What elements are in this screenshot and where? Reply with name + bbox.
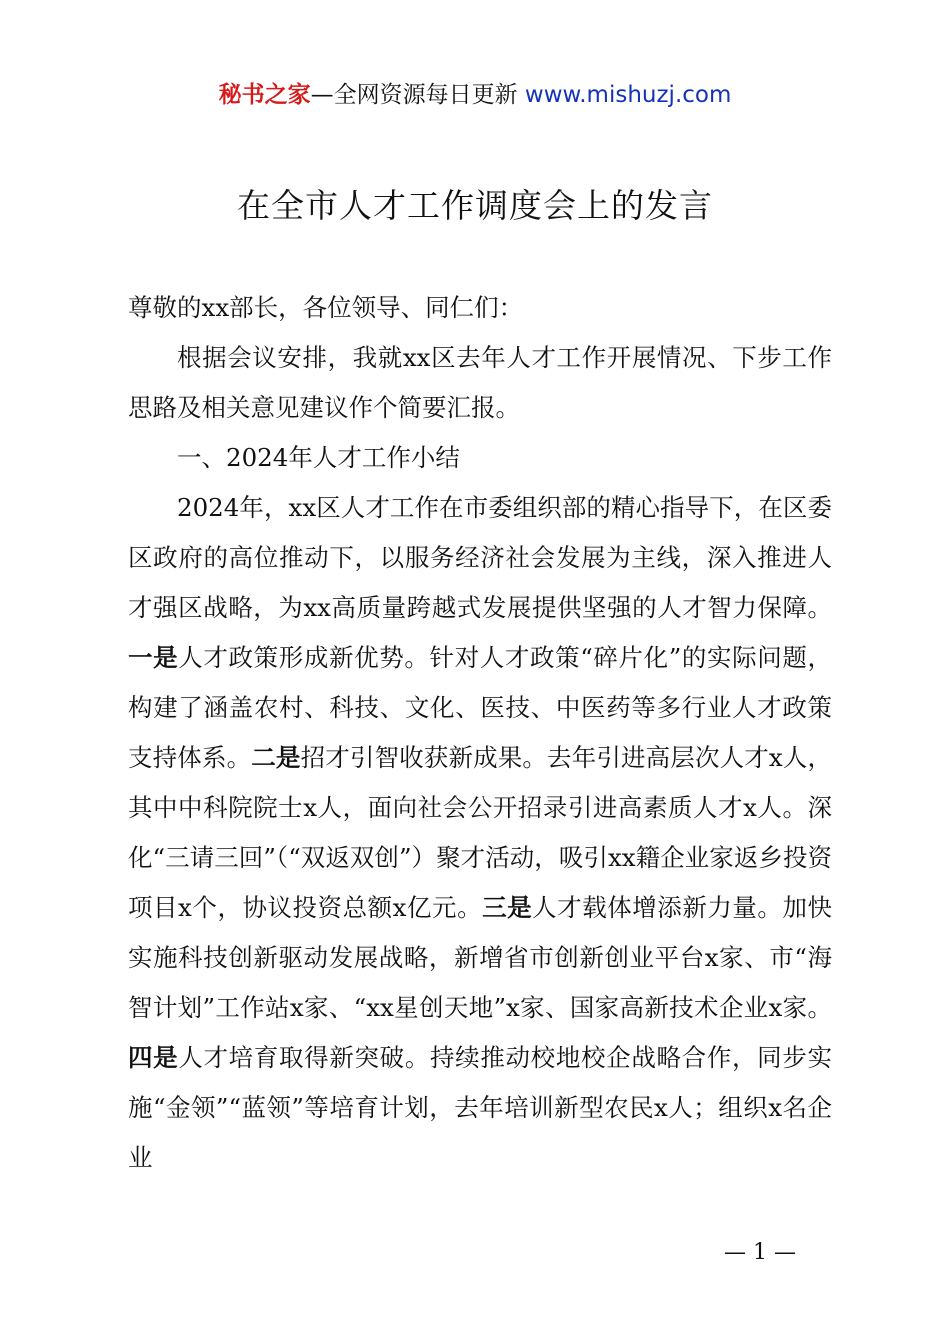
- intro-paragraph: 根据会议安排，我就xx区去年人才工作开展情况、下步工作思路及相关意见建议作个简要汇报。: [128, 343, 832, 422]
- point-fourth-text: 人才培育取得新突破。持续推动校地校企战略合作，同步实施“金领”“蓝领”等培育计划，去年培训新型农民x人；组织x名企业: [128, 1043, 833, 1172]
- document-body: [128, 283, 832, 1183]
- site-url-link[interactable]: www.mishuzj.com: [524, 82, 732, 108]
- page-number: — 1 —: [724, 1240, 796, 1265]
- keyword-second: 二是: [251, 743, 301, 772]
- site-header: [0, 78, 950, 112]
- keyword-fourth: 四是: [128, 1043, 179, 1072]
- keyword-third: 三是: [482, 893, 533, 922]
- point-third-text: 人才载体增添新力量。加快实施科技创新驱动发展战略，新增省市创新创业平台x家、市“海智计划”工作站x家、“xx星创天地”x家、国家高新技术企业x家。: [128, 893, 832, 1022]
- point-first-text: 人才政策形成新优势。针对人才政策“碎片化”的实际问题，构建了涵盖农村、科技、文化、医技、中医药等多行业人才政策支持体系。: [128, 643, 832, 772]
- keyword-first: 一是: [128, 643, 179, 672]
- point-second-text: 招才引智收获新成果。去年引进高层次人才x人，其中中科院院士x人，面向社会公开招录引进高素质人才x人。深化“三请三回”（“双返双创”）聚才活动，吸引xx籍企业家返乡投资项目x个，协议投资总额x亿元。: [128, 743, 833, 922]
- site-brand: 秘书之家: [218, 82, 311, 108]
- summary-paragraph: [128, 483, 832, 1183]
- section-heading: 一、2024年人才工作小结: [177, 443, 460, 472]
- summary-lead-text: 2024年，xx区人才工作在市委组织部的精心指导下，在区委区政府的高位推动下，以服务经济社会发展为主线，深入推进人才强区战略，为xx高质量跨越式发展提供坚强的人才智力保障。: [128, 493, 832, 622]
- salutation: 尊敬的xx部长，各位领导、同仁们：: [128, 293, 524, 322]
- site-slogan: —全网资源每日更新: [310, 82, 518, 108]
- document-title: 在全市人才工作调度会上的发言: [237, 186, 713, 225]
